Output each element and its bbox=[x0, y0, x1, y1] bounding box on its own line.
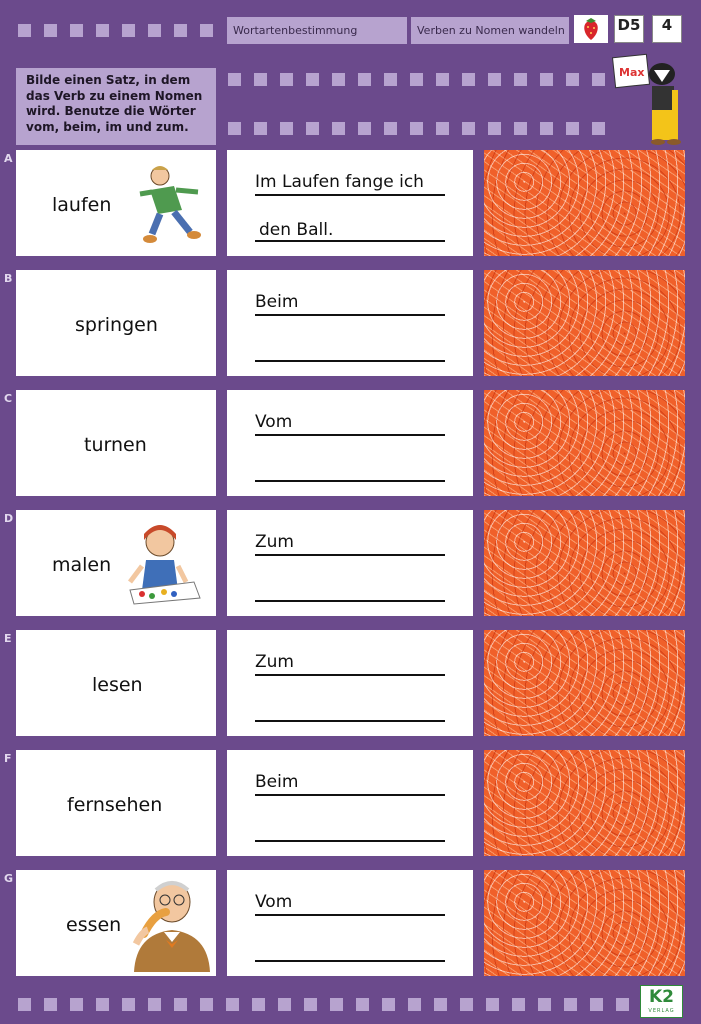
film-square bbox=[436, 73, 449, 86]
film-square bbox=[122, 998, 135, 1011]
film-square bbox=[590, 998, 603, 1011]
film-square bbox=[304, 998, 317, 1011]
writing-line bbox=[255, 194, 445, 196]
film-square bbox=[538, 998, 551, 1011]
film-square bbox=[18, 998, 31, 1011]
film-square bbox=[410, 73, 423, 86]
verb-word: lesen bbox=[92, 674, 143, 696]
writing-line bbox=[255, 314, 445, 316]
film-square bbox=[18, 24, 31, 37]
sentence-line-1: Vom bbox=[255, 412, 293, 432]
film-square bbox=[228, 73, 241, 86]
row-letter: D bbox=[4, 512, 14, 525]
film-square bbox=[332, 122, 345, 135]
instruction-text: Bilde einen Satz, in dem das Verb zu einem Nomen wird. Benutze die Wörter vom, beim, im und zum. bbox=[26, 73, 203, 134]
solution-cover bbox=[484, 150, 685, 256]
sentence-line-1: Im Laufen fange ich bbox=[255, 172, 424, 192]
writing-line bbox=[255, 600, 445, 602]
running-boy-illustration bbox=[132, 162, 210, 254]
sentence-card bbox=[227, 870, 473, 976]
film-square bbox=[564, 998, 577, 1011]
sentence-line-1: Beim bbox=[255, 772, 299, 792]
film-square bbox=[280, 73, 293, 86]
film-square bbox=[462, 73, 475, 86]
verb-word: malen bbox=[52, 554, 112, 576]
number-badge bbox=[652, 15, 682, 43]
row-letter: B bbox=[4, 272, 13, 285]
film-square bbox=[200, 24, 213, 37]
film-square bbox=[434, 998, 447, 1011]
film-square bbox=[566, 122, 579, 135]
verb-word: springen bbox=[75, 314, 158, 336]
film-square bbox=[358, 73, 371, 86]
film-square bbox=[384, 73, 397, 86]
film-square bbox=[356, 998, 369, 1011]
row-letter: A bbox=[4, 152, 13, 165]
writing-line bbox=[255, 674, 445, 676]
verb-card bbox=[16, 750, 216, 856]
writing-line bbox=[255, 960, 445, 962]
film-square bbox=[486, 998, 499, 1011]
film-square bbox=[254, 73, 267, 86]
instruction-box bbox=[16, 68, 216, 145]
film-square bbox=[460, 998, 473, 1011]
verb-card bbox=[16, 870, 216, 976]
verb-card bbox=[16, 150, 216, 256]
film-square bbox=[70, 998, 83, 1011]
publisher-logo bbox=[640, 985, 683, 1018]
film-square bbox=[462, 122, 475, 135]
sentence-card bbox=[227, 750, 473, 856]
solution-cover bbox=[484, 630, 685, 736]
sentence-card bbox=[227, 390, 473, 496]
writing-line bbox=[255, 720, 445, 722]
sentence-line-1: Beim bbox=[255, 292, 299, 312]
film-square bbox=[254, 122, 267, 135]
film-square bbox=[330, 998, 343, 1011]
sentence-line-2: den Ball. bbox=[259, 220, 334, 240]
code-label: D5 bbox=[617, 16, 641, 34]
sentence-card bbox=[227, 150, 473, 256]
solution-cover bbox=[484, 270, 685, 376]
film-square bbox=[384, 122, 397, 135]
solution-cover bbox=[484, 510, 685, 616]
film-square bbox=[592, 122, 605, 135]
film-square bbox=[44, 998, 57, 1011]
writing-line bbox=[255, 914, 445, 916]
logo-sub: VERLAG bbox=[648, 1008, 675, 1014]
film-square bbox=[306, 122, 319, 135]
topic-box bbox=[411, 17, 569, 44]
eating-man-illustration bbox=[124, 874, 214, 978]
film-square bbox=[540, 122, 553, 135]
film-square bbox=[96, 998, 109, 1011]
film-square bbox=[540, 73, 553, 86]
writing-line bbox=[255, 240, 445, 242]
category-box bbox=[227, 17, 407, 44]
verb-card bbox=[16, 390, 216, 496]
painting-child-illustration bbox=[120, 520, 204, 614]
film-square bbox=[278, 998, 291, 1011]
verb-word: turnen bbox=[84, 434, 147, 456]
sentence-line-1: Zum bbox=[255, 652, 294, 672]
writing-line bbox=[255, 840, 445, 842]
film-square bbox=[96, 24, 109, 37]
film-square bbox=[228, 122, 241, 135]
film-square bbox=[148, 998, 161, 1011]
row-letter: F bbox=[4, 752, 12, 765]
writing-line bbox=[255, 360, 445, 362]
logo-brand: K2 bbox=[648, 987, 674, 1007]
bottom-film-strip bbox=[0, 978, 701, 1024]
writing-line bbox=[255, 554, 445, 556]
row-letter: C bbox=[4, 392, 13, 405]
film-square bbox=[226, 998, 239, 1011]
mascot-illustration bbox=[612, 52, 692, 147]
number-label: 4 bbox=[661, 16, 673, 34]
verb-card bbox=[16, 630, 216, 736]
film-square bbox=[280, 122, 293, 135]
film-square bbox=[174, 24, 187, 37]
film-square bbox=[592, 73, 605, 86]
film-square bbox=[382, 998, 395, 1011]
film-square bbox=[306, 73, 319, 86]
film-square bbox=[514, 122, 527, 135]
mascot-sign-text: Max bbox=[619, 66, 645, 79]
solution-cover bbox=[484, 750, 685, 856]
writing-line bbox=[255, 480, 445, 482]
verb-card bbox=[16, 510, 216, 616]
film-square bbox=[566, 73, 579, 86]
film-square bbox=[514, 73, 527, 86]
verb-word: laufen bbox=[52, 194, 112, 216]
film-square bbox=[410, 122, 423, 135]
verb-word: essen bbox=[66, 914, 122, 936]
film-square bbox=[358, 122, 371, 135]
sentence-card bbox=[227, 510, 473, 616]
verb-card bbox=[16, 270, 216, 376]
film-square bbox=[512, 998, 525, 1011]
film-square bbox=[616, 998, 629, 1011]
code-badge bbox=[614, 15, 644, 43]
film-square bbox=[148, 24, 161, 37]
sentence-line-1: Zum bbox=[255, 532, 294, 552]
film-square bbox=[44, 24, 57, 37]
film-square bbox=[436, 122, 449, 135]
topic-label: Verben zu Nomen wandeln bbox=[417, 24, 565, 37]
writing-line bbox=[255, 434, 445, 436]
film-square bbox=[488, 122, 501, 135]
film-square bbox=[122, 24, 135, 37]
sentence-card bbox=[227, 630, 473, 736]
writing-line bbox=[255, 794, 445, 796]
verb-word: fernsehen bbox=[67, 794, 163, 816]
film-square bbox=[252, 998, 265, 1011]
film-square bbox=[488, 73, 501, 86]
row-letter: G bbox=[4, 872, 14, 885]
solution-cover bbox=[484, 870, 685, 976]
strawberry-icon bbox=[574, 15, 608, 43]
film-square bbox=[200, 998, 213, 1011]
row-letter: E bbox=[4, 632, 12, 645]
solution-cover bbox=[484, 390, 685, 496]
sentence-card bbox=[227, 270, 473, 376]
film-square bbox=[408, 998, 421, 1011]
film-square bbox=[174, 998, 187, 1011]
category-label: Wortartenbestimmung bbox=[233, 24, 358, 37]
film-square bbox=[332, 73, 345, 86]
sentence-line-1: Vom bbox=[255, 892, 293, 912]
film-square bbox=[70, 24, 83, 37]
